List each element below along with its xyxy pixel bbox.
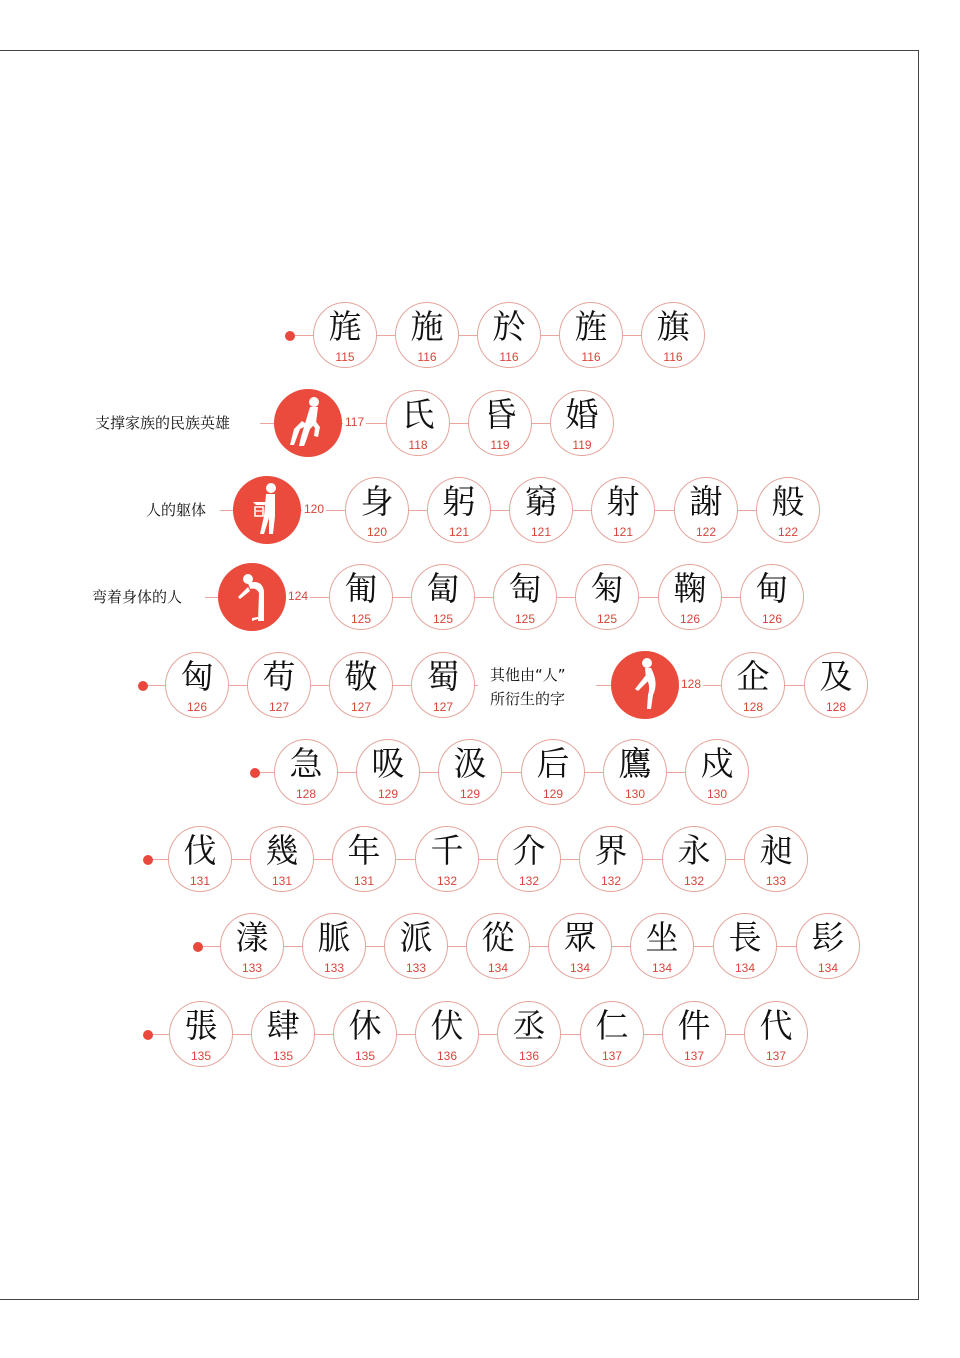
character: 甸: [755, 569, 789, 608]
char-node[interactable]: [548, 913, 612, 979]
page-number: 131: [271, 874, 293, 888]
page-number: 130: [624, 787, 646, 801]
character: 匊: [590, 569, 624, 608]
char-node[interactable]: [591, 477, 655, 543]
radical-badge[interactable]: [233, 476, 301, 544]
character: 幾: [265, 831, 299, 870]
char-node[interactable]: [168, 826, 232, 892]
char-node[interactable]: [345, 477, 409, 543]
character: 急: [289, 744, 323, 783]
page-number: 126: [679, 612, 701, 626]
page-number: 134: [734, 961, 756, 975]
page-number: 132: [518, 874, 540, 888]
character: 般: [771, 482, 805, 521]
char-row-7: [0, 825, 960, 895]
page-number: 137: [683, 1049, 705, 1063]
page-number: 116: [417, 350, 437, 364]
character: 企: [736, 657, 770, 696]
page-number: 128: [742, 700, 764, 714]
char-node[interactable]: [477, 302, 541, 368]
char-node[interactable]: [329, 652, 393, 718]
character: 肆: [266, 1006, 300, 1045]
row-start-dot: [285, 331, 295, 341]
page-number: 129: [542, 787, 564, 801]
character: 仁: [595, 1006, 629, 1045]
character: 氏: [401, 395, 435, 434]
character: 伏: [430, 1006, 464, 1045]
page-number: 135: [272, 1049, 294, 1063]
character: 謝: [689, 482, 723, 521]
char-node[interactable]: [466, 913, 530, 979]
character: 坐: [645, 918, 679, 957]
char-node[interactable]: [744, 1001, 808, 1067]
row-start-dot: [138, 681, 148, 691]
char-node[interactable]: [220, 913, 284, 979]
character: 漾: [235, 918, 269, 957]
char-node[interactable]: [169, 1001, 233, 1067]
character: 躬: [442, 482, 476, 521]
character: 及: [819, 657, 853, 696]
char-node[interactable]: [384, 913, 448, 979]
category-label: 支撑家族的民族英雄: [95, 414, 231, 432]
character: 丞: [512, 1006, 546, 1045]
character: 昏: [483, 395, 517, 434]
char-node[interactable]: [796, 913, 860, 979]
char-node[interactable]: [497, 1001, 561, 1067]
character: 匐: [426, 569, 460, 608]
page-number: 136: [518, 1049, 540, 1063]
page-number: 131: [353, 874, 375, 888]
page-number: 133: [405, 961, 427, 975]
page-number: 134: [651, 961, 673, 975]
page-number: 132: [600, 874, 622, 888]
char-node[interactable]: [662, 826, 726, 892]
page-number: 133: [241, 961, 263, 975]
char-node[interactable]: [662, 1001, 726, 1067]
page-number: 126: [761, 612, 783, 626]
char-row-6: [0, 738, 960, 808]
char-row-2: [0, 389, 960, 459]
page-number: 125: [432, 612, 454, 626]
page-number: 125: [350, 612, 372, 626]
char-node[interactable]: [493, 564, 557, 630]
page-number: 121: [448, 525, 470, 539]
char-node[interactable]: [332, 826, 396, 892]
char-node[interactable]: [251, 1001, 315, 1067]
char-node[interactable]: [427, 477, 491, 543]
page-number: 136: [436, 1049, 458, 1063]
page-number: 129: [459, 787, 481, 801]
row-start-dot: [143, 855, 153, 865]
page-number: 118: [408, 438, 428, 452]
char-row-3: [0, 476, 960, 546]
page-number: 129: [377, 787, 399, 801]
page-number: 127: [350, 700, 372, 714]
row-start-dot: [250, 768, 260, 778]
character: 派: [399, 918, 433, 957]
character: 敬: [344, 657, 378, 696]
character: 介: [512, 831, 546, 870]
row-start-dot: [143, 1030, 153, 1040]
char-node[interactable]: [674, 477, 738, 543]
page-number: 131: [189, 874, 211, 888]
page-number: 134: [817, 961, 839, 975]
char-node[interactable]: [415, 1001, 479, 1067]
standing-person-body-icon: [233, 476, 301, 544]
character: 張: [184, 1006, 218, 1045]
page-number: 122: [695, 525, 717, 539]
char-node[interactable]: [165, 652, 229, 718]
page-number: 132: [436, 874, 458, 888]
page-number: 121: [612, 525, 634, 539]
page-number: 127: [268, 700, 290, 714]
character: 長: [728, 918, 762, 957]
char-node[interactable]: [744, 826, 808, 892]
character: 旄: [328, 307, 362, 346]
char-node[interactable]: [630, 913, 694, 979]
character: 鷹: [618, 744, 652, 783]
char-node[interactable]: [329, 564, 393, 630]
page-number: 119: [572, 438, 592, 452]
page-number: 116: [499, 350, 519, 364]
char-node[interactable]: [438, 739, 502, 805]
kneeling-person-icon: [611, 651, 679, 719]
char-row-8: [0, 912, 960, 982]
character: 從: [481, 918, 515, 957]
page-number: 120: [366, 525, 388, 539]
character: 永: [677, 831, 711, 870]
char-node[interactable]: [756, 477, 820, 543]
character: 界: [594, 831, 628, 870]
character: 蜀: [426, 657, 460, 696]
character: 匍: [344, 569, 378, 608]
page-number: 137: [601, 1049, 623, 1063]
character: 旗: [656, 307, 690, 346]
character: 脈: [317, 918, 351, 957]
radical-badge[interactable]: [611, 651, 679, 719]
character: 年: [347, 831, 381, 870]
page-number: 134: [487, 961, 509, 975]
char-node[interactable]: [521, 739, 585, 805]
page-number: 135: [190, 1049, 212, 1063]
char-node[interactable]: [386, 390, 450, 456]
character: 休: [348, 1006, 382, 1045]
category-label-line-2: 所衍生的字: [490, 690, 566, 708]
radical-badge[interactable]: [274, 389, 342, 457]
page-number: 127: [432, 700, 454, 714]
character: 鞠: [673, 569, 707, 608]
page-number: 128: [295, 787, 317, 801]
char-node[interactable]: [575, 564, 639, 630]
character: 汲: [453, 744, 487, 783]
char-node[interactable]: [302, 913, 366, 979]
radical-badge[interactable]: [218, 563, 286, 631]
radical-page-number: 120: [304, 502, 325, 516]
page-number: 126: [186, 700, 208, 714]
page-number: 135: [354, 1049, 376, 1063]
radical-page-number: 124: [288, 589, 309, 603]
page-number: 132: [683, 874, 705, 888]
character: 千: [430, 831, 464, 870]
radical-page-number: 117: [345, 415, 365, 429]
char-node[interactable]: [721, 652, 785, 718]
character: 戍: [700, 744, 734, 783]
page-number: 116: [581, 350, 601, 364]
char-row-5: [0, 651, 960, 721]
char-node[interactable]: [603, 739, 667, 805]
page-number: 133: [765, 874, 787, 888]
page-number: 134: [569, 961, 591, 975]
char-row-1: [0, 301, 960, 371]
category-label: 弯着身体的人: [92, 588, 183, 606]
character: 髟: [811, 918, 845, 957]
character: 匈: [180, 657, 214, 696]
character: 吸: [371, 744, 405, 783]
char-node[interactable]: [247, 652, 311, 718]
character: 窮: [524, 482, 558, 521]
character: 后: [536, 744, 570, 783]
page-number: 122: [777, 525, 799, 539]
page-number: 130: [706, 787, 728, 801]
char-node[interactable]: [468, 390, 532, 456]
char-node[interactable]: [395, 302, 459, 368]
character: 施: [410, 307, 444, 346]
char-node[interactable]: [356, 739, 420, 805]
character: 於: [492, 307, 526, 346]
character: 婚: [565, 395, 599, 434]
page-number: 121: [530, 525, 552, 539]
character: 昶: [759, 831, 793, 870]
row-start-dot: [193, 942, 203, 952]
char-node[interactable]: [740, 564, 804, 630]
character: 件: [677, 1006, 711, 1045]
bending-person-icon: [274, 389, 342, 457]
char-node[interactable]: [415, 826, 479, 892]
bowing-person-icon: [218, 563, 286, 631]
page-number: 115: [335, 350, 355, 364]
page-number: 116: [663, 350, 683, 364]
char-node[interactable]: [641, 302, 705, 368]
character: 伐: [183, 831, 217, 870]
char-node[interactable]: [274, 739, 338, 805]
char-row-4: [0, 563, 960, 633]
page-number: 125: [596, 612, 618, 626]
char-node[interactable]: [411, 564, 475, 630]
category-label-line-1: 其他由“人”: [490, 666, 566, 684]
page-number: 137: [765, 1049, 787, 1063]
char-node[interactable]: [713, 913, 777, 979]
page-number: 125: [514, 612, 536, 626]
char-node[interactable]: [579, 826, 643, 892]
char-node[interactable]: [497, 826, 561, 892]
char-node[interactable]: [804, 652, 868, 718]
character: 旌: [574, 307, 608, 346]
char-node[interactable]: [250, 826, 314, 892]
char-node[interactable]: [658, 564, 722, 630]
character: 射: [606, 482, 640, 521]
char-node[interactable]: [685, 739, 749, 805]
character: 苟: [262, 657, 296, 696]
character: 代: [759, 1006, 793, 1045]
radical-page-number: 128: [681, 677, 702, 691]
page-number: 133: [323, 961, 345, 975]
character: 身: [360, 482, 394, 521]
char-row-9: [0, 1000, 960, 1070]
character: 匋: [508, 569, 542, 608]
char-node[interactable]: [559, 302, 623, 368]
char-node[interactable]: [411, 652, 475, 718]
char-node[interactable]: [550, 390, 614, 456]
char-node[interactable]: [313, 302, 377, 368]
char-node[interactable]: [333, 1001, 397, 1067]
char-node[interactable]: [580, 1001, 644, 1067]
page-number: 119: [490, 438, 510, 452]
char-node[interactable]: [509, 477, 573, 543]
category-label: 人的躯体: [146, 501, 207, 519]
page-number: 128: [825, 700, 847, 714]
character: 眾: [563, 918, 597, 957]
